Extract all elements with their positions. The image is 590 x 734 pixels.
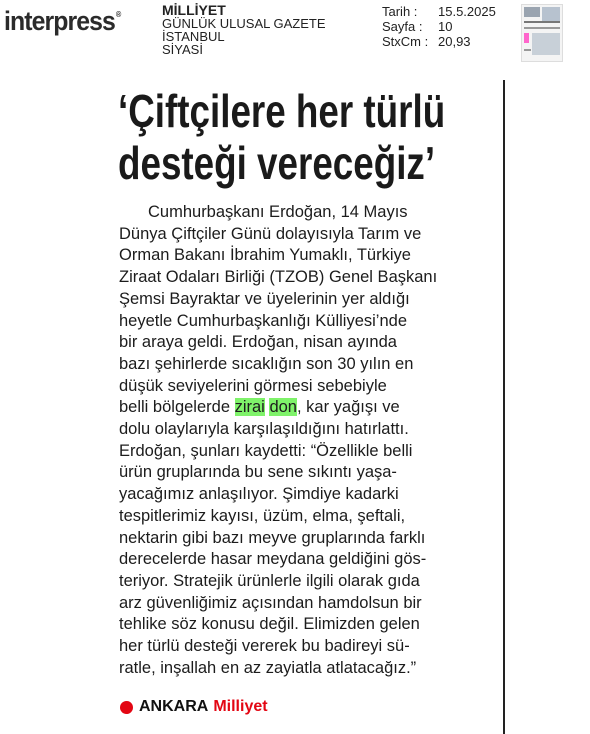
body-line: derecelerde hasar meydana geldiğini gös- <box>119 550 427 569</box>
article-byline <box>120 698 268 716</box>
byline-city: ANKARA <box>139 698 209 715</box>
body-line: Cumhurbaşkanı Erdoğan, 14 Mayıs <box>148 203 408 221</box>
page-label: Sayfa : <box>382 19 423 34</box>
headline-line-1: ‘Çiftçilere her türlü <box>118 85 446 137</box>
body-line: heyetle Cumhurbaşkanlığı Külliyesi’nde <box>119 311 407 330</box>
body-line: Şemsi Bayraktar ve üyelerinin yer aldığı <box>119 289 410 308</box>
body-line: dolu olaylarıyla karşılaşıldığını hatırlattı. <box>119 420 409 439</box>
body-line: ratle, inşallah en az zayiatla atlatacağız.” <box>119 658 417 677</box>
article-headline <box>118 85 446 189</box>
interpress-logo: interpress® <box>4 6 121 36</box>
stxcm-label: StxCm : <box>382 34 429 49</box>
byline-source: Milliyet <box>213 698 268 715</box>
stxcm-value: 20,93 <box>438 34 471 49</box>
clipping-meta <box>162 4 326 56</box>
body-line: bazı şehirlerde sıcaklığın son 30 yılın en <box>119 354 414 373</box>
body-line: nektarin gibi bazı meyve gruplarında farklı <box>119 528 426 547</box>
body-line: her türlü desteği vererek bu badireyi sü- <box>119 637 410 656</box>
article-body <box>119 202 499 679</box>
publication-city: İSTANBUL <box>162 29 225 44</box>
publication-section: SİYASİ <box>162 42 203 57</box>
headline-line-2: desteği vereceğiz’ <box>118 137 436 189</box>
page-value: 10 <box>438 19 453 34</box>
body-line: Erdoğan, şunları kaydetti: “Özellikle belli <box>119 441 413 460</box>
clipping-info <box>382 4 496 49</box>
body-line: teriyor. Stratejik ürünlerle ilgili olarak gıda <box>119 571 420 590</box>
body-line: ürün gruplarında bu sene sıkıntı yaşa- <box>119 463 397 482</box>
publication-name: MİLLİYET <box>162 2 226 18</box>
body-line: tehlike söz konusu değil. Elimizden gelen <box>119 615 420 634</box>
body-line: yacağımız anlaşılıyor. Şimdiye kadarki <box>119 485 399 504</box>
highlight-don: don <box>269 398 297 417</box>
highlight-zirai: zirai <box>234 398 265 417</box>
publication-type: GÜNLÜK ULUSAL GAZETE <box>162 16 326 31</box>
body-line: tespitlerimiz kayısı, üzüm, elma, şeftali, <box>119 506 406 525</box>
body-line: düşük seviyelerini görmesi sebebiyle <box>119 376 387 395</box>
body-line: Ziraat Odaları Birliği (TZOB) Genel Başkanı <box>119 268 438 287</box>
body-line: Dünya Çiftçiler Günü dolayısıyla Tarım ve <box>119 224 422 243</box>
red-dot-icon <box>120 701 133 714</box>
body-line: bir araya geldi. Erdoğan, nisan ayında <box>119 333 397 352</box>
date-label: Tarih : <box>382 4 418 19</box>
body-line-highlighted: belli bölgelerde zirai don, kar yağışı ve <box>119 398 400 417</box>
date-value: 15.5.2025 <box>438 4 496 19</box>
column-divider <box>503 80 505 734</box>
body-line: Orman Bakanı İbrahim Yumaklı, Türkiye <box>119 246 411 265</box>
body-line: arz güvenliğimiz açısından hamdolsun bir <box>119 593 422 612</box>
page-thumbnail[interactable] <box>521 4 563 62</box>
